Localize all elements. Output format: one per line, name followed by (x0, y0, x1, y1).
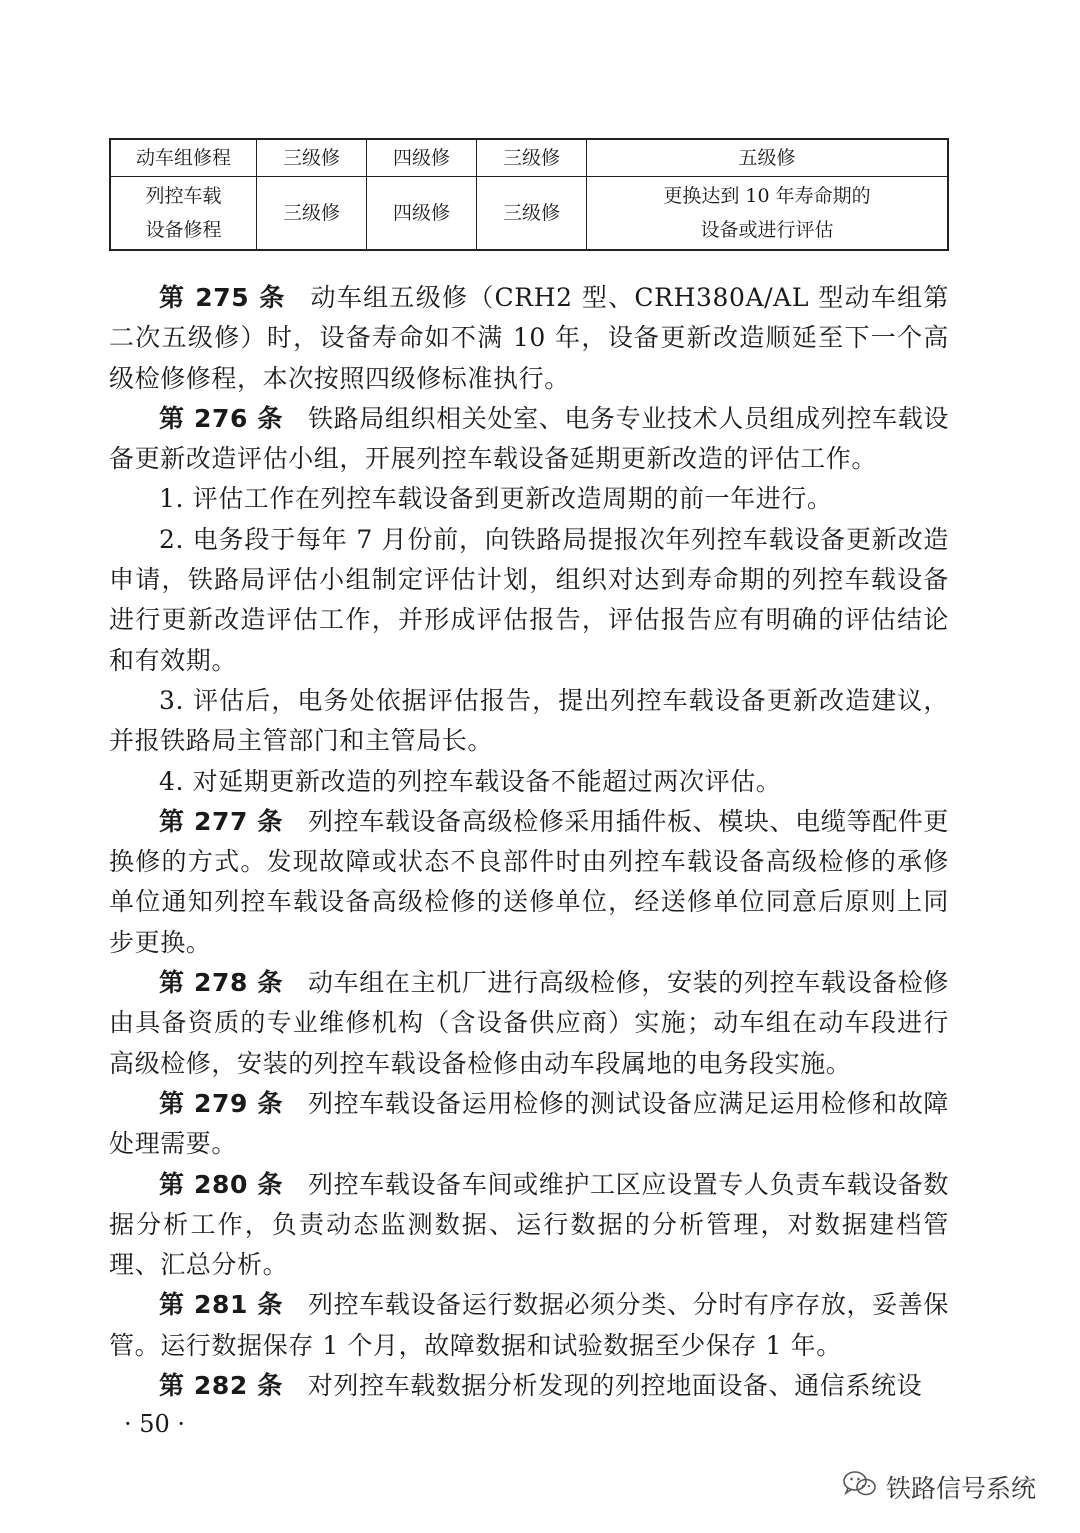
cell-line: 设备或进行评估 (700, 219, 834, 241)
paragraph-text: 列控车载设备运用检修的测试设备应满足运用检修和故障处理需要。 (109, 1088, 949, 1159)
cell-line: 更换达到 10 年寿命期的 (663, 185, 871, 207)
paragraph (109, 963, 949, 1084)
paragraph-text: 3. 评估后，电务处依据评估报告，提出列控车载设备更新改造建议，并报铁路局主管部门和主管局长。 (109, 685, 949, 756)
maintenance-table (109, 138, 949, 251)
table-cell: 三级修 (257, 139, 367, 177)
paragraph (109, 479, 949, 519)
table-cell: 五级修 (587, 139, 949, 177)
watermark (842, 1470, 1036, 1504)
page-number: · 50 · (124, 1410, 186, 1438)
article-number: 第 279 条 (159, 1088, 283, 1118)
body-text (109, 278, 949, 1406)
article-number: 第 280 条 (159, 1169, 283, 1199)
paragraph (109, 1165, 949, 1286)
paragraph (109, 802, 949, 963)
table-row (110, 139, 948, 177)
paragraph (109, 1285, 949, 1366)
article-number: 第 282 条 (159, 1371, 283, 1401)
table-cell (587, 177, 949, 251)
paragraph (109, 1366, 949, 1406)
paragraph-text: 列控车载设备运行数据必须分类、分时有序存放，妥善保管。运行数据保存 1 个月，故障数据和试验数据至少保存 1 年。 (109, 1290, 949, 1360)
paragraph-text: 1. 评估工作在列控车载设备到更新改造周期的前一年进行。 (159, 484, 833, 514)
paragraph (109, 681, 949, 762)
paragraph-text: 2. 电务段于每年 7 月份前，向铁路局提报次年列控车载设备更新改造申请，铁路局评估小组制定评估计划，组织对达到寿命期的列控车载设备进行更新改造评估工作，并形成评估报告，评估报告应有明确的评估结论和有效期。 (109, 524, 949, 675)
paragraph (109, 520, 949, 681)
paragraph-text: 列控车载设备高级检修采用插件板、模块、电缆等配件更换修的方式。发现故障或状态不良部件时由列控车载设备高级检修的承修单位通知列控车载设备高级检修的送修单位，经送修单位同意后原则上同步更换。 (109, 806, 949, 957)
table-cell: 四级修 (367, 139, 477, 177)
table-row (110, 177, 948, 251)
table-cell: 四级修 (367, 177, 477, 251)
paragraph (109, 399, 949, 480)
wechat-icon (842, 1469, 878, 1505)
article-number: 第 281 条 (159, 1290, 283, 1320)
paragraph (109, 1084, 949, 1165)
table-cell: 三级修 (477, 177, 587, 251)
paragraph (109, 278, 949, 399)
paragraph (109, 762, 949, 802)
watermark-text: 铁路信号系统 (886, 1474, 1037, 1503)
table-cell: 三级修 (257, 177, 367, 251)
cell-line: 列控车载 (145, 185, 222, 207)
paragraph-text: 对列控车载数据分析发现的列控地面设备、通信系统设 (307, 1371, 923, 1401)
paragraph-text: 动车组五级修（CRH2 型、CRH380A/AL 型动车组第二次五级修）时，设备寿命如不满 10 年，设备更新改造顺延至下一个高级检修修程，本次按照四级修标准执行。 (109, 283, 949, 393)
table-cell (110, 177, 257, 251)
article-number: 第 275 条 (159, 283, 286, 312)
article-number: 第 277 条 (159, 806, 283, 836)
article-number: 第 278 条 (159, 968, 283, 998)
table-cell: 三级修 (477, 139, 587, 177)
article-number: 第 276 条 (159, 403, 283, 433)
paragraph-text: 列控车载设备车间或维护工区应设置专人负责车载设备数据分析工作，负责动态监测数据、运行数据的分析管理，对数据建档管理、汇总分析。 (109, 1169, 949, 1280)
paragraph-text: 4. 对延期更新改造的列控车载设备不能超过两次评估。 (159, 766, 782, 796)
paragraph-text: 铁路局组织相关处室、电务专业技术人员组成列控车载设备更新改造评估小组，开展列控车载设备延期更新改造的评估工作。 (109, 403, 949, 474)
cell-line: 设备修程 (145, 219, 222, 241)
paragraph-text: 动车组在主机厂进行高级检修，安装的列控车载设备检修由具备资质的专业维修机构（含设备供应商）实施；动车组在动车段进行高级检修，安装的列控车载设备检修由动车段属地的电务段实施。 (109, 968, 949, 1078)
table-cell: 动车组修程 (110, 139, 257, 177)
